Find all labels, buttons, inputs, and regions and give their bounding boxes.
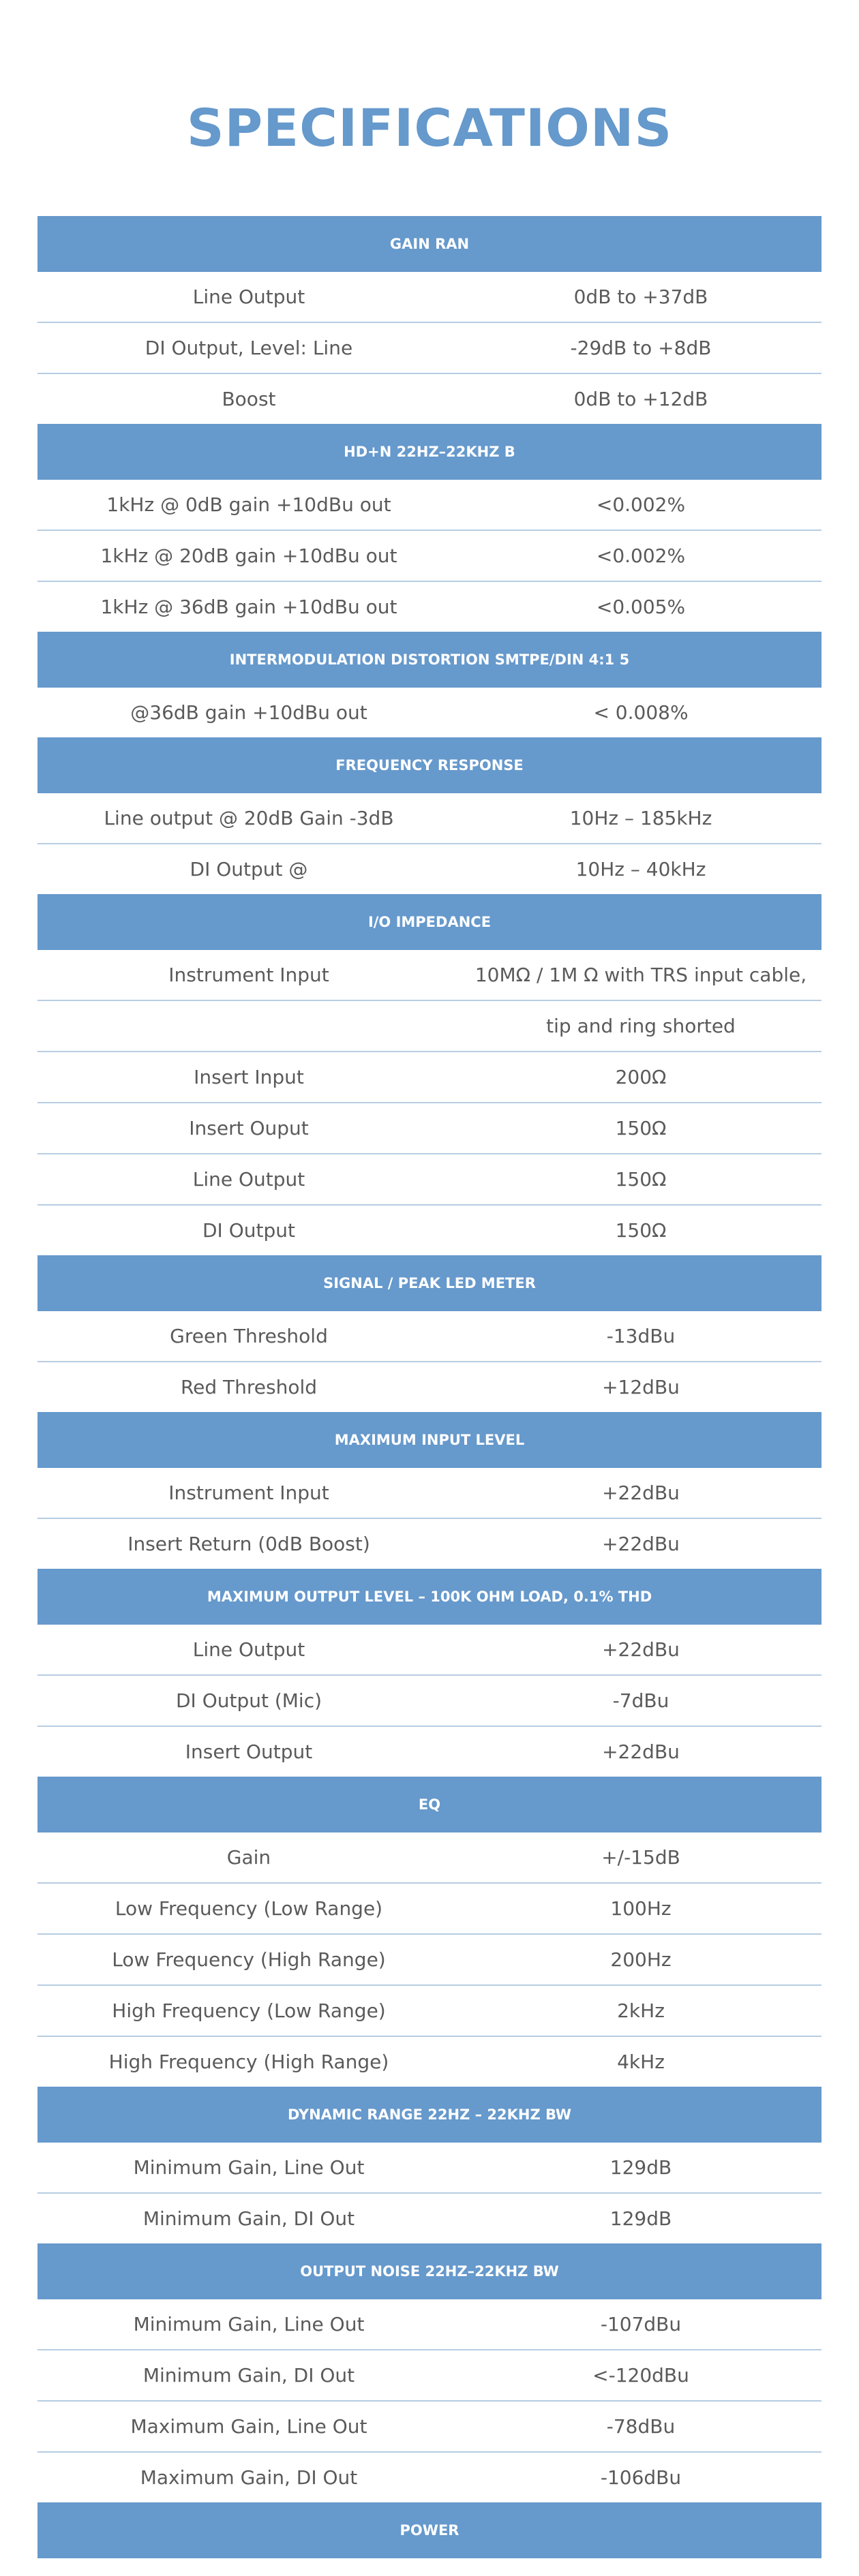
spec-value: 200Hz	[610, 1948, 672, 1971]
spec-value: +22dBu	[602, 1741, 680, 1763]
spec-value: <0.002%	[596, 493, 686, 516]
spec-value: +22dBu	[602, 1482, 680, 1504]
spec-value: +22dBu	[602, 1638, 680, 1661]
spec-value: 150Ω	[615, 1117, 667, 1139]
spec-row	[37, 1935, 822, 1986]
spec-label: Low Frequency (High Range)	[112, 1948, 386, 1971]
spec-row	[37, 1833, 822, 1884]
section-header: EQ	[37, 1777, 822, 1833]
spec-row	[37, 1311, 822, 1362]
spec-section	[37, 1777, 822, 2087]
spec-row	[37, 688, 822, 737]
spec-row	[37, 2037, 822, 2087]
spec-value: 0dB to +37dB	[573, 286, 708, 308]
spec-label: Boost	[222, 388, 276, 410]
spec-row	[37, 2299, 822, 2350]
spec-row	[37, 323, 822, 374]
section-header: MAXIMUM OUTPUT LEVEL – 100K OHM LOAD, 0.1% THD	[37, 1569, 822, 1625]
spec-row	[37, 1519, 822, 1569]
section-header: MAXIMUM INPUT LEVEL	[37, 1412, 822, 1468]
spec-value: 129dB	[609, 2207, 672, 2230]
spec-label: Insert Ouput	[189, 1117, 309, 1139]
spec-section	[37, 1255, 822, 1412]
spec-value: -106dBu	[600, 2466, 682, 2489]
spec-value: 10Hz – 185kHz	[569, 807, 712, 829]
spec-label: DI Output @	[190, 858, 308, 880]
spec-row	[37, 844, 822, 894]
spec-row	[37, 793, 822, 844]
spec-row	[37, 531, 822, 582]
specifications-table	[37, 216, 822, 2558]
section-header: INTERMODULATION DISTORTION SMTPE/DIN 4:1 5	[37, 632, 822, 688]
spec-label: Red Threshold	[180, 1376, 318, 1398]
spec-value: 129dB	[609, 2156, 672, 2179]
spec-row	[37, 1468, 822, 1519]
spec-row	[37, 1206, 822, 1255]
spec-value: 2kHz	[617, 1999, 665, 2022]
section-header: SIGNAL / PEAK LED METER	[37, 1255, 822, 1311]
spec-label: High Frequency (Low Range)	[112, 1999, 386, 2022]
section-header: DYNAMIC RANGE 22HZ – 22KHZ BW	[37, 2087, 822, 2143]
spec-label: Maximum Gain, DI Out	[140, 2466, 358, 2489]
spec-label: DI Output	[202, 1219, 295, 1242]
spec-row	[37, 1052, 822, 1103]
spec-value: -7dBu	[612, 1689, 669, 1712]
section-header: POWER	[37, 2502, 822, 2558]
spec-value: -29dB to +8dB	[570, 337, 712, 359]
spec-section	[37, 1412, 822, 1569]
spec-row	[37, 2402, 822, 2453]
spec-label: Gain	[226, 1846, 271, 1869]
spec-row	[37, 1986, 822, 2037]
spec-label: 1kHz @ 36dB gain +10dBu out	[100, 596, 397, 618]
spec-section	[37, 737, 822, 894]
section-header: FREQUENCY RESPONSE	[37, 737, 822, 793]
spec-value: 150Ω	[615, 1168, 667, 1191]
spec-section	[37, 2087, 822, 2243]
spec-label: Minimum Gain, Line Out	[133, 2313, 365, 2335]
spec-value: -78dBu	[606, 2415, 676, 2438]
spec-label: DI Output, Level: Line	[145, 337, 353, 359]
spec-section	[37, 2243, 822, 2502]
spec-row	[37, 2143, 822, 2194]
spec-row	[37, 1676, 822, 1727]
spec-label: Insert Return (0dB Boost)	[127, 1533, 370, 1555]
section-header: I/O IMPEDANCE	[37, 894, 822, 950]
spec-value: <0.002%	[596, 545, 686, 567]
spec-value: -107dBu	[600, 2313, 682, 2335]
spec-value: -13dBu	[606, 1325, 676, 1347]
spec-row	[37, 1103, 822, 1154]
spec-value: +12dBu	[602, 1376, 680, 1398]
spec-section	[37, 1569, 822, 1777]
spec-label: @36dB gain +10dBu out	[130, 701, 367, 724]
spec-row	[37, 272, 822, 323]
spec-label: Instrument Input	[168, 964, 329, 986]
spec-row	[37, 374, 822, 424]
spec-section	[37, 894, 822, 1255]
spec-label: Low Frequency (Low Range)	[115, 1897, 383, 1920]
spec-row	[37, 1884, 822, 1935]
spec-row	[37, 2194, 822, 2243]
spec-value: 150Ω	[615, 1219, 667, 1242]
spec-section	[37, 632, 822, 737]
spec-label: DI Output (Mic)	[175, 1689, 322, 1712]
spec-value: 10MΩ / 1M Ω with TRS input cable,	[474, 964, 807, 986]
spec-label: High Frequency (High Range)	[108, 2051, 389, 2073]
spec-label: Minimum Gain, DI Out	[142, 2364, 355, 2387]
spec-label: Minimum Gain, DI Out	[142, 2207, 355, 2230]
spec-row	[37, 2453, 822, 2502]
spec-value: <0.005%	[596, 596, 686, 618]
spec-label: 1kHz @ 0dB gain +10dBu out	[106, 493, 391, 516]
spec-label: Green Threshold	[170, 1325, 328, 1347]
spec-row	[37, 1362, 822, 1412]
page-title: SPECIFICATIONS	[186, 97, 673, 158]
spec-value: < 0.008%	[593, 701, 689, 724]
spec-row	[37, 1001, 822, 1052]
spec-label: Maximum Gain, Line Out	[130, 2415, 367, 2438]
spec-value: 4kHz	[617, 2051, 665, 2073]
spec-value: 0dB to +12dB	[573, 388, 708, 410]
section-header: HD+N 22HZ–22KHZ B	[37, 424, 822, 480]
spec-row	[37, 582, 822, 632]
spec-value: 200Ω	[615, 1066, 667, 1088]
spec-label: Line Output	[192, 1638, 305, 1661]
spec-value: 10Hz – 40kHz	[575, 858, 706, 880]
spec-row	[37, 950, 822, 1001]
spec-label: Minimum Gain, Line Out	[133, 2156, 365, 2179]
spec-value: +22dBu	[602, 1533, 680, 1555]
spec-label: Line Output	[192, 1168, 305, 1191]
spec-label: Line Output	[192, 286, 305, 308]
spec-row	[37, 1625, 822, 1676]
spec-row	[37, 480, 822, 531]
spec-value: <-120dBu	[592, 2364, 689, 2387]
section-header: GAIN RAN	[37, 216, 822, 272]
spec-value: 100Hz	[610, 1897, 672, 1920]
section-header: OUTPUT NOISE 22HZ–22KHZ BW	[37, 2243, 822, 2299]
spec-section	[37, 216, 822, 424]
spec-row	[37, 2350, 822, 2402]
spec-value: tip and ring shorted	[546, 1015, 736, 1037]
spec-label: 1kHz @ 20dB gain +10dBu out	[100, 545, 397, 567]
spec-label: Line output @ 20dB Gain -3dB	[104, 807, 394, 829]
spec-label: Insert Input	[194, 1066, 304, 1088]
spec-label: Instrument Input	[168, 1482, 329, 1504]
spec-value: +/-15dB	[601, 1846, 680, 1869]
spec-label: Insert Output	[185, 1741, 313, 1763]
spec-section	[37, 2502, 822, 2558]
spec-row	[37, 1154, 822, 1206]
spec-section	[37, 424, 822, 632]
spec-row	[37, 1727, 822, 1777]
